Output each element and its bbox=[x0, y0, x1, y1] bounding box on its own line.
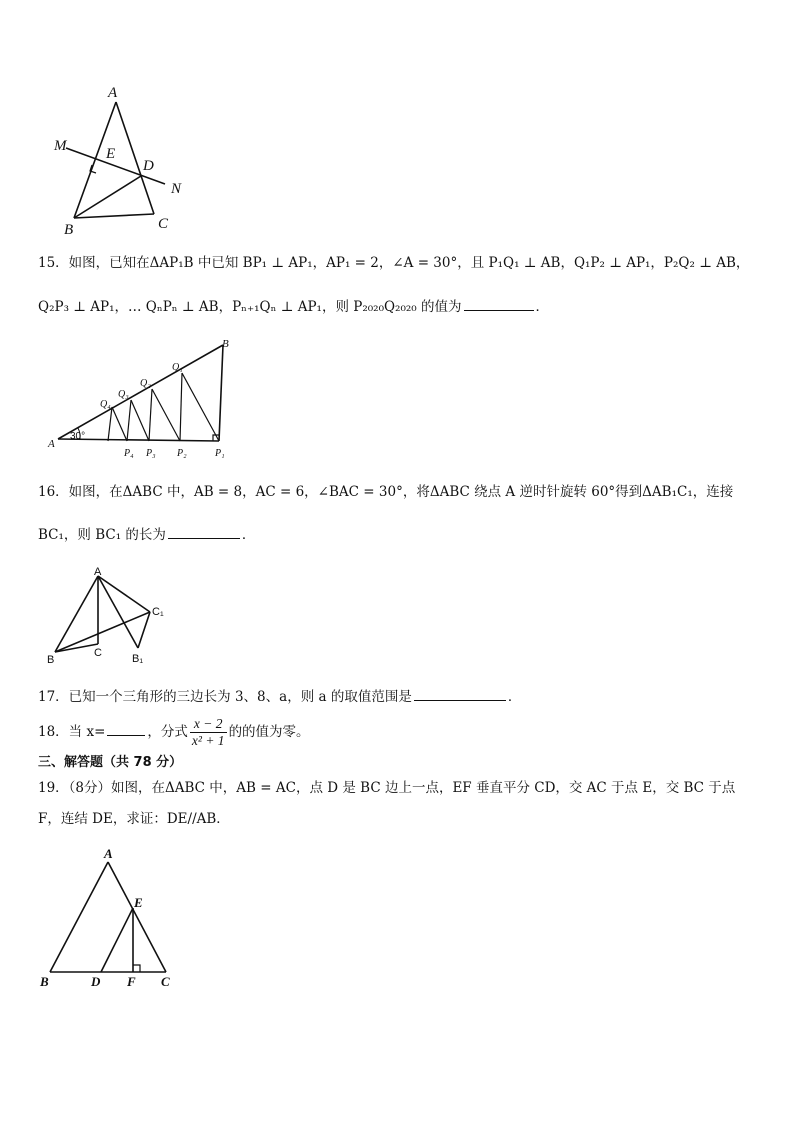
answer-blank-16[interactable] bbox=[168, 524, 240, 539]
label-q1: Q₁ bbox=[172, 362, 183, 373]
figure-triangle-ap1b-staircase bbox=[40, 335, 250, 465]
label-a: A bbox=[94, 566, 102, 578]
label-d: D bbox=[143, 158, 154, 174]
fraction: $\frac{x - 2}{\text{x² + 1}}$ bbox=[191, 716, 225, 748]
figure-rotated-triangle bbox=[42, 562, 182, 672]
label-f: F bbox=[127, 974, 136, 989]
label-b1: B₁ bbox=[132, 653, 144, 665]
label-p1: P₁ bbox=[215, 448, 225, 459]
question-16-line-1: 16．如图，在ΔABC 中，AB = 8，AC = 6，∠BAC = 30°，将ΔABC 绕点 A 逆时针旋转 60°得到ΔAB₁C₁，连接 bbox=[38, 484, 734, 500]
label-n: N bbox=[171, 181, 182, 197]
label-b: B bbox=[47, 654, 55, 666]
figure-triangle-abc-mn bbox=[48, 80, 208, 240]
label-p4: P₄ bbox=[124, 448, 134, 459]
question-15-line-2: Q₂P₃ ⊥ AP₁，… QₙPₙ ⊥ AB，Pₙ₊₁Qₙ ⊥ AP₁，则 P₂₀₂₀Q₂₀₂₀ 的值为 ． bbox=[38, 296, 549, 317]
label-e: E bbox=[134, 895, 143, 910]
label-a: A bbox=[48, 438, 55, 450]
answer-blank-15[interactable] bbox=[464, 296, 534, 311]
label-b: B bbox=[40, 974, 49, 989]
figure-isosceles-triangle bbox=[36, 840, 186, 1000]
label-a: A bbox=[108, 85, 118, 101]
label-c: C bbox=[94, 647, 102, 659]
label-m: M bbox=[54, 138, 67, 154]
label-p2: P₂ bbox=[177, 448, 187, 459]
question-16-line-2: BC₁，则 BC₁ 的长为 ． bbox=[38, 524, 255, 545]
answer-blank-18[interactable] bbox=[107, 721, 145, 736]
label-c: C bbox=[158, 216, 169, 232]
question-19-line-1: 19．（8分）如图，在ΔABC 中，AB = AC，点 D 是 BC 边上一点，EF 垂直平分 CD，交 AC 于点 E，交 BC 于点 bbox=[38, 780, 736, 796]
label-p3: P₃ bbox=[146, 448, 156, 459]
question-17: 17．已知一个三角形的三边长为 3、8、a，则 a 的取值范围是 ． bbox=[38, 686, 521, 707]
label-b: B bbox=[222, 338, 229, 350]
label-q3: Q₃ bbox=[118, 389, 129, 400]
label-c: C bbox=[161, 974, 170, 989]
label-e: E bbox=[106, 146, 116, 162]
label-q4: Q₄ bbox=[100, 399, 111, 410]
label-angle-30: 30° bbox=[70, 431, 86, 442]
label-d: D bbox=[91, 974, 101, 989]
label-a: A bbox=[104, 846, 113, 861]
question-19-line-2: F，连结 DE，求证：DE//AB． bbox=[38, 811, 230, 827]
label-b: B bbox=[64, 222, 74, 238]
question-15-line-1: 15．如图，已知在ΔAP₁B 中已知 BP₁ ⊥ AP₁，AP₁ = 2，∠A = 30°，且 P₁Q₁ ⊥ AB，Q₁P₂ ⊥ AP₁，P₂Q₂ ⊥ AB， bbox=[38, 255, 750, 271]
label-c1: C₁ bbox=[152, 606, 164, 618]
answer-blank-17[interactable] bbox=[414, 686, 506, 701]
label-q2: Q₂ bbox=[140, 378, 151, 389]
section-heading: 三、解答题（共 78 分） bbox=[38, 755, 183, 770]
question-18: 18．当 x= ，分式 $\frac{x - 2}{\text{x² + 1}}$ 的的值为零。 bbox=[38, 716, 310, 748]
